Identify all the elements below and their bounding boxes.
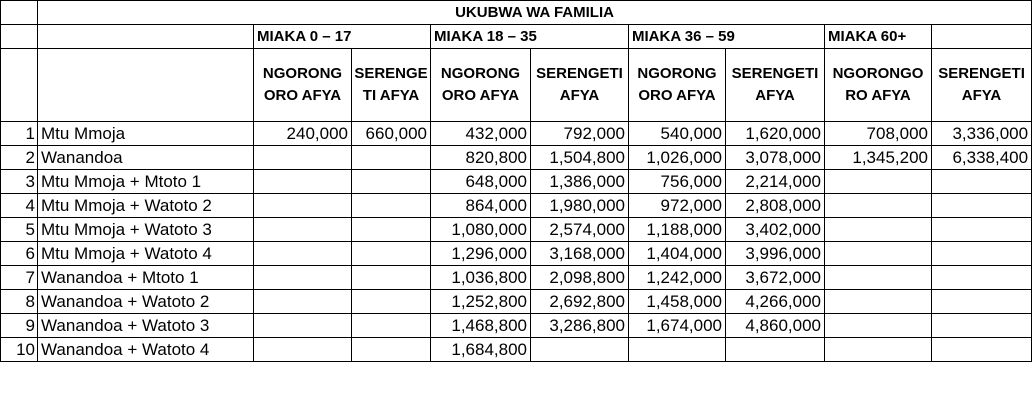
row-label: Wanandoa — [38, 146, 254, 170]
price-cell: 1,458,000 — [629, 290, 726, 314]
table-row — [1, 194, 1032, 218]
price-cell — [254, 314, 352, 338]
price-cell: 1,345,200 — [825, 146, 932, 170]
price-cell: 864,000 — [431, 194, 531, 218]
price-cell — [254, 194, 352, 218]
price-cell: 1,080,000 — [431, 218, 531, 242]
price-cell: 660,000 — [352, 122, 431, 146]
table-row — [1, 170, 1032, 194]
price-cell — [352, 194, 431, 218]
price-cell: 3,402,000 — [726, 218, 825, 242]
row-label: Mtu Mmoja + Mtoto 1 — [38, 170, 254, 194]
price-cell — [932, 290, 1032, 314]
price-cell — [254, 338, 352, 362]
price-cell: 3,336,000 — [932, 122, 1032, 146]
age-group-header: MIAKA 18 – 35 — [431, 25, 629, 49]
table-title: UKUBWA WA FAMILIA — [38, 1, 1032, 25]
row-number: 8 — [1, 290, 38, 314]
age-group-row — [1, 25, 1032, 49]
price-cell — [254, 170, 352, 194]
price-cell — [254, 242, 352, 266]
price-cell: 820,800 — [431, 146, 531, 170]
plan-header: NGORONG ORO AFYA — [431, 49, 531, 122]
table-row — [1, 266, 1032, 290]
price-cell: 756,000 — [629, 170, 726, 194]
price-cell — [825, 266, 932, 290]
plan-header: NGORONG ORO AFYA — [629, 49, 726, 122]
price-cell: 1,980,000 — [531, 194, 629, 218]
price-cell — [932, 170, 1032, 194]
price-cell: 1,026,000 — [629, 146, 726, 170]
price-cell: 792,000 — [531, 122, 629, 146]
price-cell: 3,286,800 — [531, 314, 629, 338]
price-cell — [932, 338, 1032, 362]
plan-header: SERENGETI AFYA — [726, 49, 825, 122]
row-label: Wanandoa + Watoto 4 — [38, 338, 254, 362]
row-label: Wanandoa + Watoto 2 — [38, 290, 254, 314]
price-cell — [825, 194, 932, 218]
row-number: 9 — [1, 314, 38, 338]
price-cell — [352, 146, 431, 170]
price-cell — [352, 290, 431, 314]
price-cell — [254, 146, 352, 170]
price-cell: 3,168,000 — [531, 242, 629, 266]
price-cell: 432,000 — [431, 122, 531, 146]
price-cell: 1,468,800 — [431, 314, 531, 338]
price-cell — [825, 314, 932, 338]
table-row — [1, 218, 1032, 242]
price-cell — [352, 170, 431, 194]
price-cell: 240,000 — [254, 122, 352, 146]
price-cell — [726, 338, 825, 362]
plan-header: NGORONG ORO AFYA — [254, 49, 352, 122]
price-cell — [254, 218, 352, 242]
price-cell — [932, 218, 1032, 242]
price-cell — [254, 266, 352, 290]
price-cell — [932, 314, 1032, 338]
price-cell: 1,188,000 — [629, 218, 726, 242]
price-cell — [825, 290, 932, 314]
row-number: 4 — [1, 194, 38, 218]
price-cell — [352, 314, 431, 338]
table-row — [1, 314, 1032, 338]
table-row — [1, 290, 1032, 314]
table-row — [1, 122, 1032, 146]
row-number: 7 — [1, 266, 38, 290]
row-label: Wanandoa + Mtoto 1 — [38, 266, 254, 290]
row-label: Wanandoa + Watoto 3 — [38, 314, 254, 338]
price-cell: 1,404,000 — [629, 242, 726, 266]
plan-header-row — [1, 49, 1032, 122]
age-group-header: MIAKA 36 – 59 — [629, 25, 825, 49]
row-number: 1 — [1, 122, 38, 146]
price-cell: 1,242,000 — [629, 266, 726, 290]
price-cell: 2,214,000 — [726, 170, 825, 194]
price-cell: 1,036,800 — [431, 266, 531, 290]
price-cell: 3,078,000 — [726, 146, 825, 170]
price-cell — [531, 338, 629, 362]
price-cell: 2,098,800 — [531, 266, 629, 290]
row-number: 3 — [1, 170, 38, 194]
row-number: 2 — [1, 146, 38, 170]
price-cell: 3,996,000 — [726, 242, 825, 266]
price-cell: 1,252,800 — [431, 290, 531, 314]
price-cell: 4,860,000 — [726, 314, 825, 338]
table-row — [1, 146, 1032, 170]
price-cell: 1,386,000 — [531, 170, 629, 194]
plan-header: SERENGE TI AFYA — [352, 49, 431, 122]
price-cell — [825, 338, 932, 362]
row-number: 10 — [1, 338, 38, 362]
row-label: Mtu Mmoja — [38, 122, 254, 146]
row-label: Mtu Mmoja + Watoto 4 — [38, 242, 254, 266]
price-cell — [825, 242, 932, 266]
row-label: Mtu Mmoja + Watoto 3 — [38, 218, 254, 242]
price-cell: 1,296,000 — [431, 242, 531, 266]
plan-header: NGORONGO RO AFYA — [825, 49, 932, 122]
price-cell — [932, 242, 1032, 266]
price-cell: 2,692,800 — [531, 290, 629, 314]
row-number: 6 — [1, 242, 38, 266]
price-cell: 3,672,000 — [726, 266, 825, 290]
price-cell: 6,338,400 — [932, 146, 1032, 170]
price-cell — [254, 290, 352, 314]
row-label: Mtu Mmoja + Watoto 2 — [38, 194, 254, 218]
price-cell: 2,574,000 — [531, 218, 629, 242]
row-number: 5 — [1, 218, 38, 242]
age-group-header: MIAKA 0 – 17 — [254, 25, 431, 49]
price-cell: 1,504,800 — [531, 146, 629, 170]
price-cell — [825, 218, 932, 242]
price-cell — [629, 338, 726, 362]
price-cell: 972,000 — [629, 194, 726, 218]
price-cell: 708,000 — [825, 122, 932, 146]
price-cell — [825, 170, 932, 194]
plan-header: SERENGETI AFYA — [531, 49, 629, 122]
price-cell — [932, 194, 1032, 218]
table-row — [1, 242, 1032, 266]
plan-header: SERENGETI AFYA — [932, 49, 1032, 122]
price-cell — [932, 266, 1032, 290]
table-row — [1, 338, 1032, 362]
price-cell: 2,808,000 — [726, 194, 825, 218]
price-cell — [352, 218, 431, 242]
price-cell: 540,000 — [629, 122, 726, 146]
age-group-header: MIAKA 60+ — [825, 25, 932, 49]
price-cell: 4,266,000 — [726, 290, 825, 314]
price-cell — [352, 266, 431, 290]
price-cell: 1,674,000 — [629, 314, 726, 338]
price-cell: 648,000 — [431, 170, 531, 194]
price-cell: 1,620,000 — [726, 122, 825, 146]
price-cell: 1,684,800 — [431, 338, 531, 362]
title-row — [1, 1, 1032, 25]
price-cell — [352, 242, 431, 266]
price-cell — [352, 338, 431, 362]
